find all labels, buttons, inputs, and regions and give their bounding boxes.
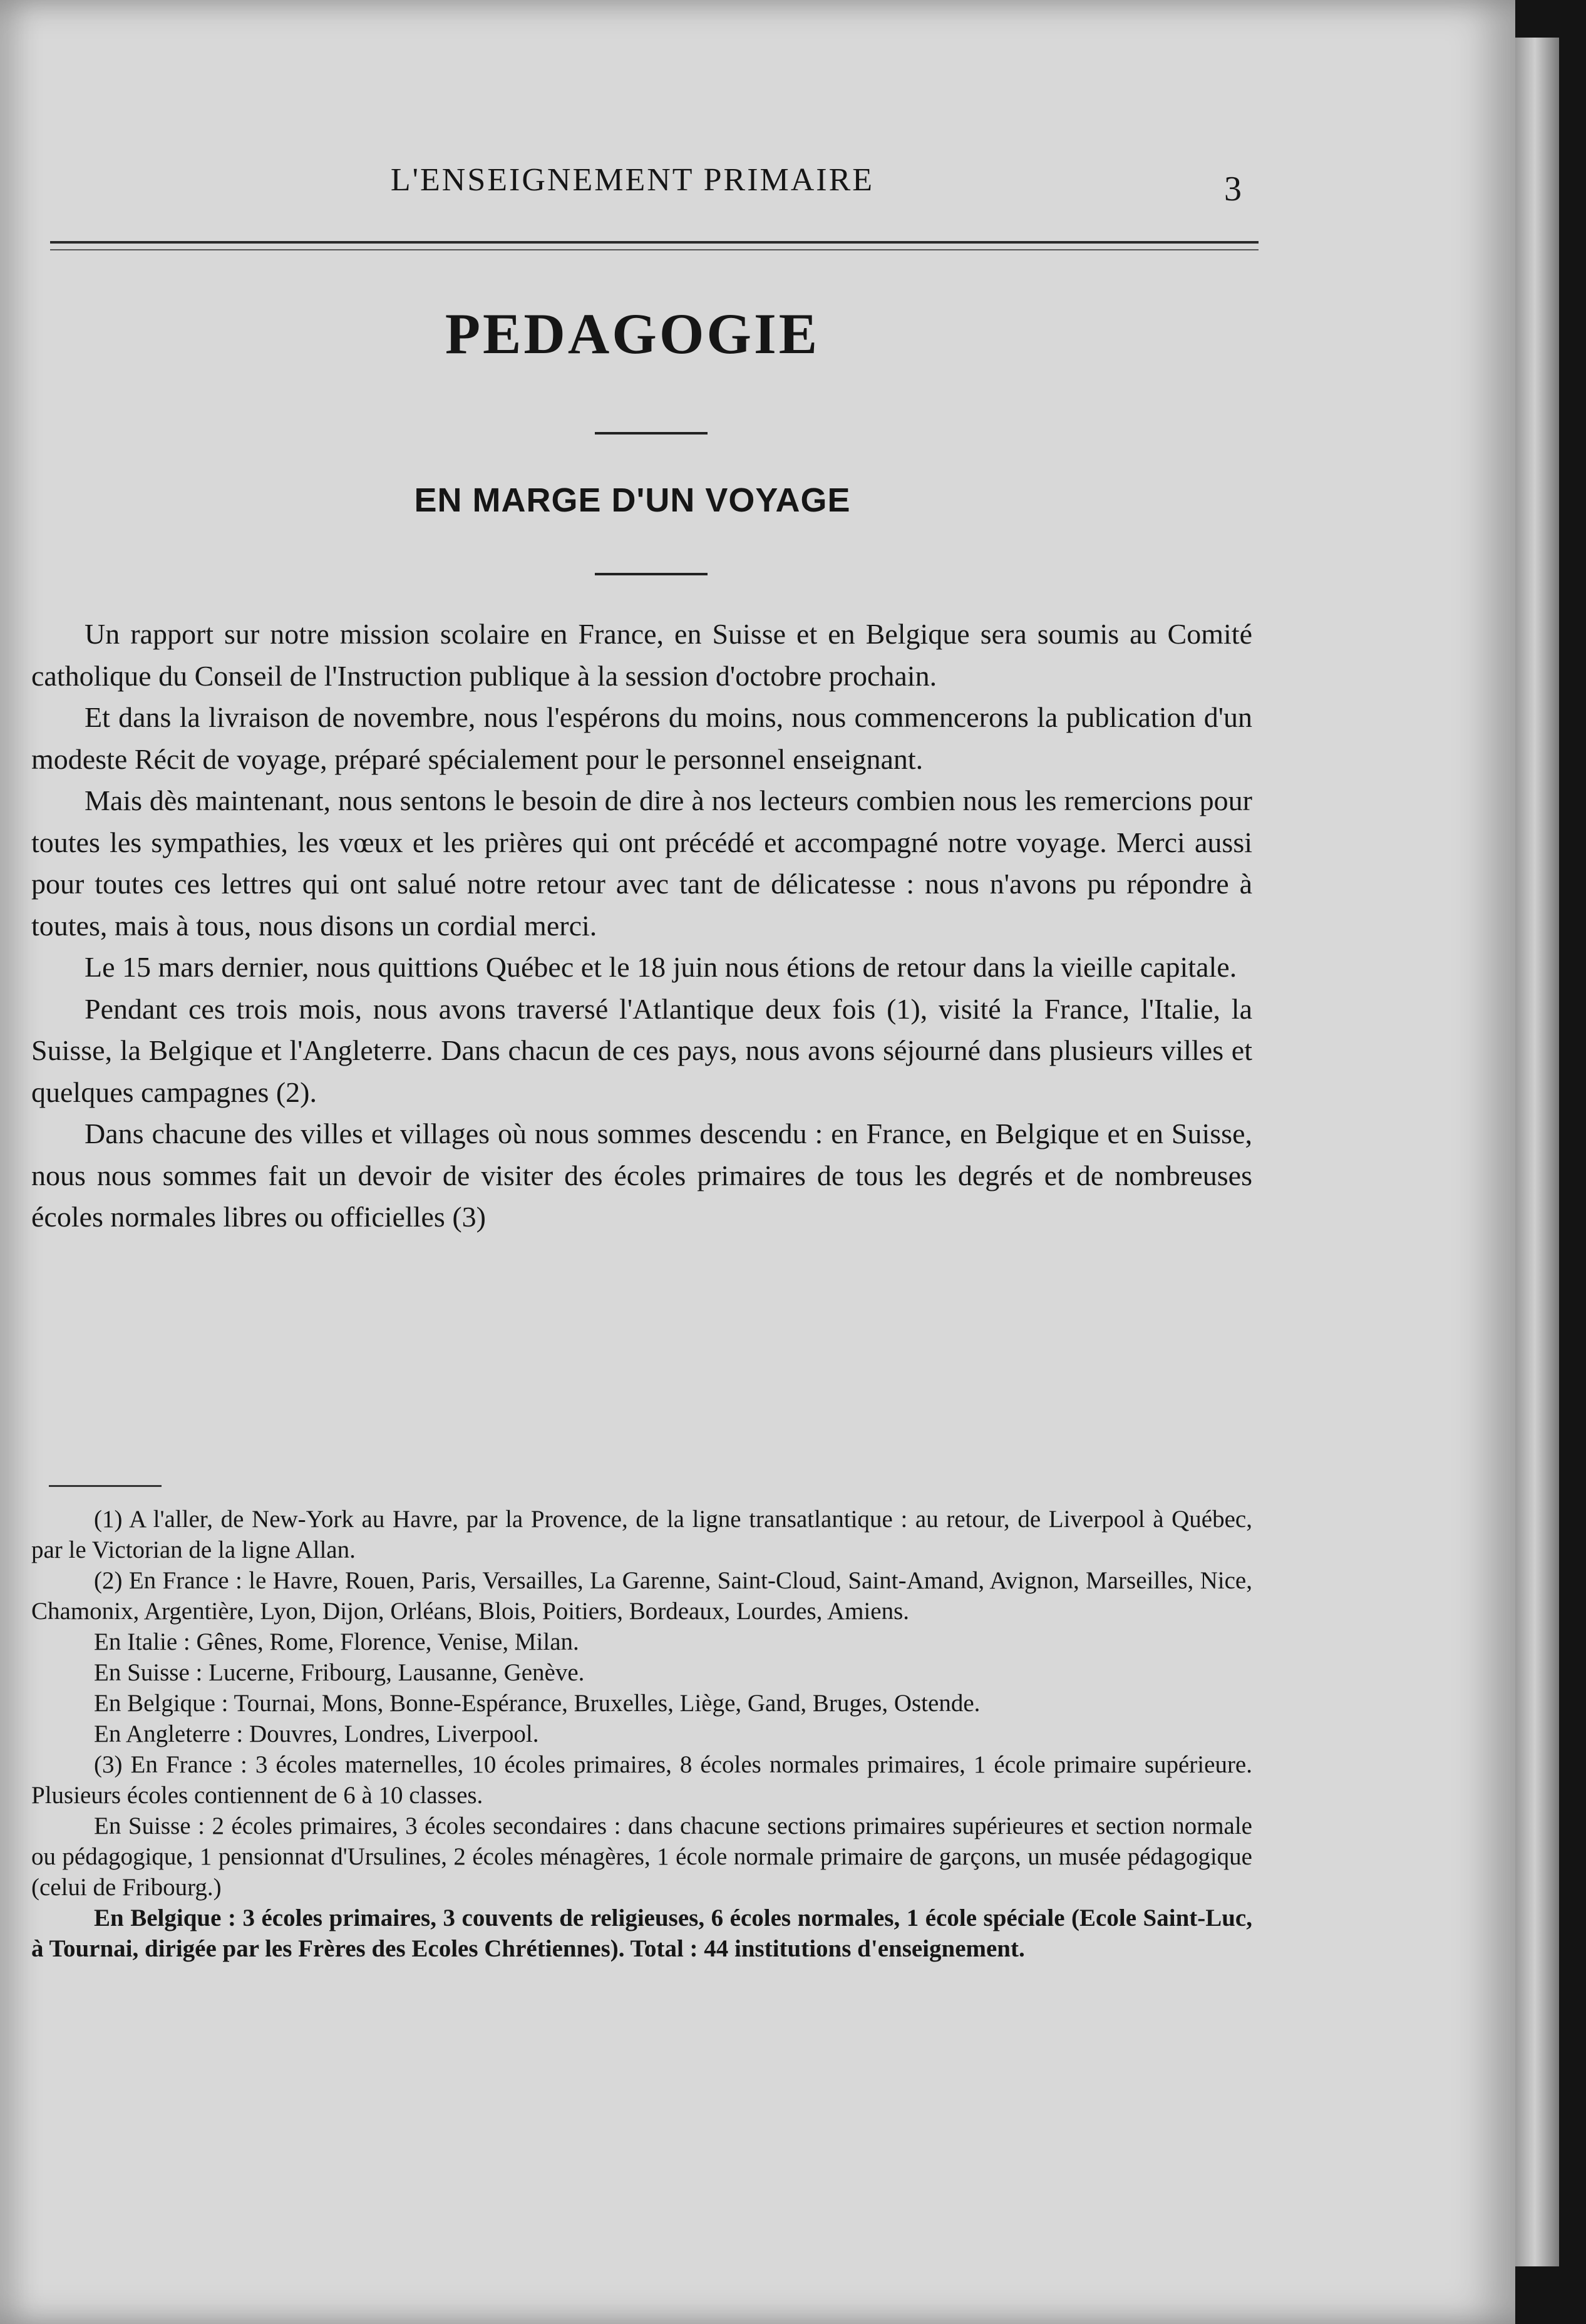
- footnote-2-angleterre: En Angleterre : Douvres, Londres, Liverpool.: [94, 1720, 539, 1747]
- paragraph: Dans chacune des villes et villages où nous sommes descendu : en France, en Belgique et en Suisse, nous nous sommes fait un devoir de visiter des écoles primaires de tous les degrés et de nombreuses écoles normales libres ou officielles (3): [31, 1118, 1252, 1233]
- page-number: 3: [1224, 170, 1242, 208]
- paragraph: Pendant ces trois mois, nous avons traversé l'Atlantique deux fois (1), visité la France, l'Italie, la Suisse, la Belgique et l'Angleterre. Dans chacun de ces pays, nous avons séjourné dans plusieurs villes et quelques campagnes (2).: [31, 992, 1252, 1108]
- section-title: PEDAGOGIE: [445, 302, 820, 366]
- header-rule: [50, 241, 1259, 244]
- footnote-1: (1) A l'aller, de New-York au Havre, par la Provence, de la ligne transatlantique : au retour, de Liverpool à Québec, par le Victorian de la ligne Allan.: [31, 1506, 1252, 1563]
- article-title: EN MARGE D'UN VOYAGE: [414, 481, 851, 519]
- paragraph: Un rapport sur notre mission scolaire en France, en Suisse et en Belgique sera soumis au Comité catholique du Conseil de l'Instruction publique à la session d'octobre prochain.: [31, 618, 1252, 692]
- header-rule-thin: [50, 249, 1259, 250]
- title-divider-top: [595, 432, 708, 434]
- page-edge: [1515, 38, 1559, 2266]
- footnote-2-suisse: En Suisse : Lucerne, Fribourg, Lausanne, Genève.: [94, 1659, 585, 1686]
- footnote-3-suisse: En Suisse : 2 écoles primaires, 3 écoles secondaires : dans chacune sections primaires supérieures et section normale ou pédagogique, 1 pensionnat d'Ursulines, 2 écoles ménagères, 1 école normale primaire de garçons, un musée pédagogique (celui de Fribourg.): [31, 1812, 1252, 1901]
- footnote-2-italie: En Italie : Gênes, Rome, Florence, Venise, Milan.: [94, 1628, 579, 1655]
- title-divider-bottom: [595, 573, 708, 575]
- footnotes: [31, 1504, 1252, 1964]
- paragraph: Et dans la livraison de novembre, nous l'espérons du moins, nous commencerons la publication d'un modeste Récit de voyage, préparé spécialement pour le personnel enseignant.: [31, 701, 1252, 775]
- running-title: L'ENSEIGNEMENT PRIMAIRE: [390, 162, 875, 198]
- footnote-3-france: (3) En France : 3 écoles maternelles, 10 écoles primaires, 8 écoles normales primaires, 1 école primaire supérieure. Plusieurs écoles contiennent de 6 à 10 classes.: [31, 1751, 1252, 1809]
- article-body: [31, 614, 1252, 1238]
- footnote-2-france: (2) En France : le Havre, Rouen, Paris, Versailles, La Garenne, Saint-Cloud, Saint-Amand, Avignon, Marseilles, Nice, Chamonix, Argentière, Lyon, Dijon, Orléans, Blois, Poitiers, Bordeaux, Lourdes, Amiens.: [31, 1567, 1252, 1625]
- footnote-3-belgique: En Belgique : 3 écoles primaires, 3 couvents de religieuses, 6 écoles normales, 1 école spéciale (Ecole Saint-Luc, à Tournai, dirigée par les Frères des Ecoles Chrétiennes). Total : 44 institutions d'enseignement.: [31, 1905, 1252, 1962]
- footnote-rule: [49, 1485, 162, 1487]
- paragraph: Mais dès maintenant, nous sentons le besoin de dire à nos lecteurs combien nous les remercions pour toutes les sympathies, les vœux et les prières qui ont précédé et accompagné notre voyage. Merci aussi pour toutes ces lettres qui ont salué notre retour avec tant de délicatesse : nous n'avons pu répondre à toutes, mais à tous, nous disons un cordial merci.: [31, 784, 1252, 942]
- footnote-2-belgique: En Belgique : Tournai, Mons, Bonne-Espérance, Bruxelles, Liège, Gand, Bruges, Ostende.: [94, 1690, 981, 1717]
- paragraph: Le 15 mars dernier, nous quittions Québec et le 18 juin nous étions de retour dans la vieille capitale.: [85, 951, 1237, 983]
